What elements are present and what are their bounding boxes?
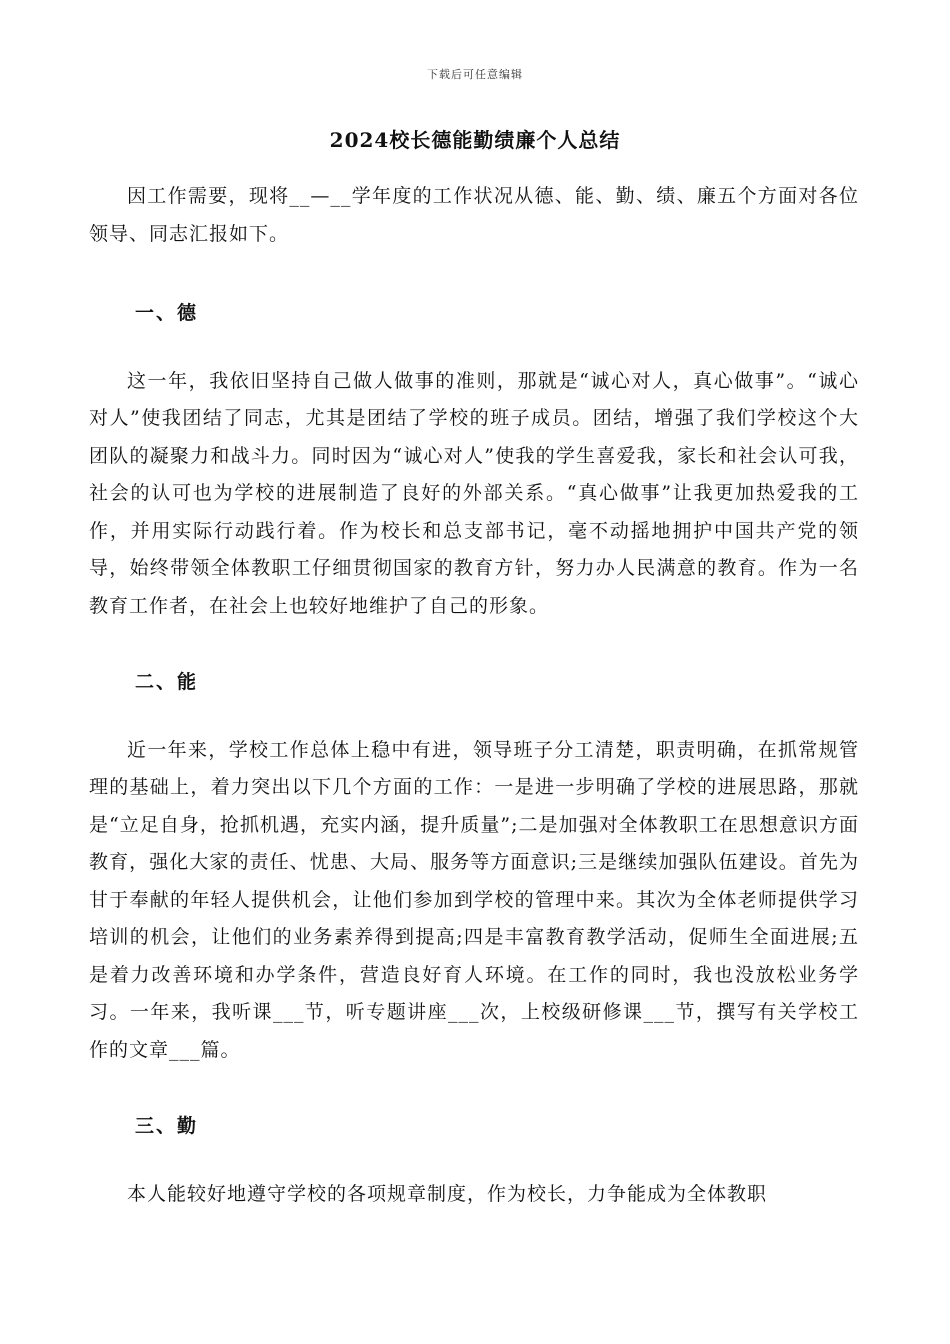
section-paragraph-neng: 近一年来，学校工作总体上稳中有进，领导班子分工清楚，职责明确，在抓常规管理的基础上，着力突出以下几个方面的工作：一是进一步明确了学校的进展思路，那就是“立足自身，抢抓机遇，充实内涵，提升质量”;二是加强对全体教职工在思想意识方面教育，强化大家的责任、忧患、大局、服务等方面意识;三是继续加强队伍建设。首先为甘于奉献的年轻人提供机会，让他们参加到学校的管理中来。其次为全体老师提供学习培训的机会，让他们的业务素养得到提高;四是丰富教育教学活动，促师生全面进展;五是着力改善环境和办学条件，营造良好育人环境。在工作的同时，我也没放松业务学习。一年来，我听课___节，听专题讲座___次，上校级研修课___节，撰写有关学校工作的文章___篇。 xyxy=(89,738,859,1061)
document-title: 2024校长德能勤绩廉个人总结 xyxy=(329,128,621,152)
section-paragraph-qin: 本人能较好地遵守学校的各项规章制度，作为校长，力争能成为全体教职 xyxy=(127,1182,768,1205)
section-paragraph-de: 这一年，我依旧坚持自己做人做事的准则，那就是“诚心对人，真心做事”。“诚心对人”使我团结了同志，尤其是团结了学校的班子成员。团结，增强了我们学校这个大团队的凝聚力和战斗力。同时因为“诚心对人”使我的学生喜爱我，家长和社会认可我，社会的认可也为学校的进展制造了良好的外部关系。“真心做事”让我更加热爱我的工作，并用实际行动践行着。作为校长和总支部书记，毫不动摇地拥护中国共产党的领导，始终带领全体教职工仔细贯彻国家的教育方针，努力办人民满意的教育。作为一名教育工作者，在社会上也较好地维护了自己的形象。 xyxy=(89,369,859,617)
section-heading-de: 一、德 xyxy=(135,302,199,324)
intro-paragraph: 因工作需要，现将__—__学年度的工作状况从德、能、勤、绩、廉五个方面对各位领导、同志汇报如下。 xyxy=(89,185,859,245)
section-heading-neng: 二、能 xyxy=(135,671,199,693)
document-body xyxy=(89,178,859,1213)
section-heading-qin: 三、勤 xyxy=(135,1115,199,1137)
header-note: 下载后可任意编辑 xyxy=(427,68,523,81)
